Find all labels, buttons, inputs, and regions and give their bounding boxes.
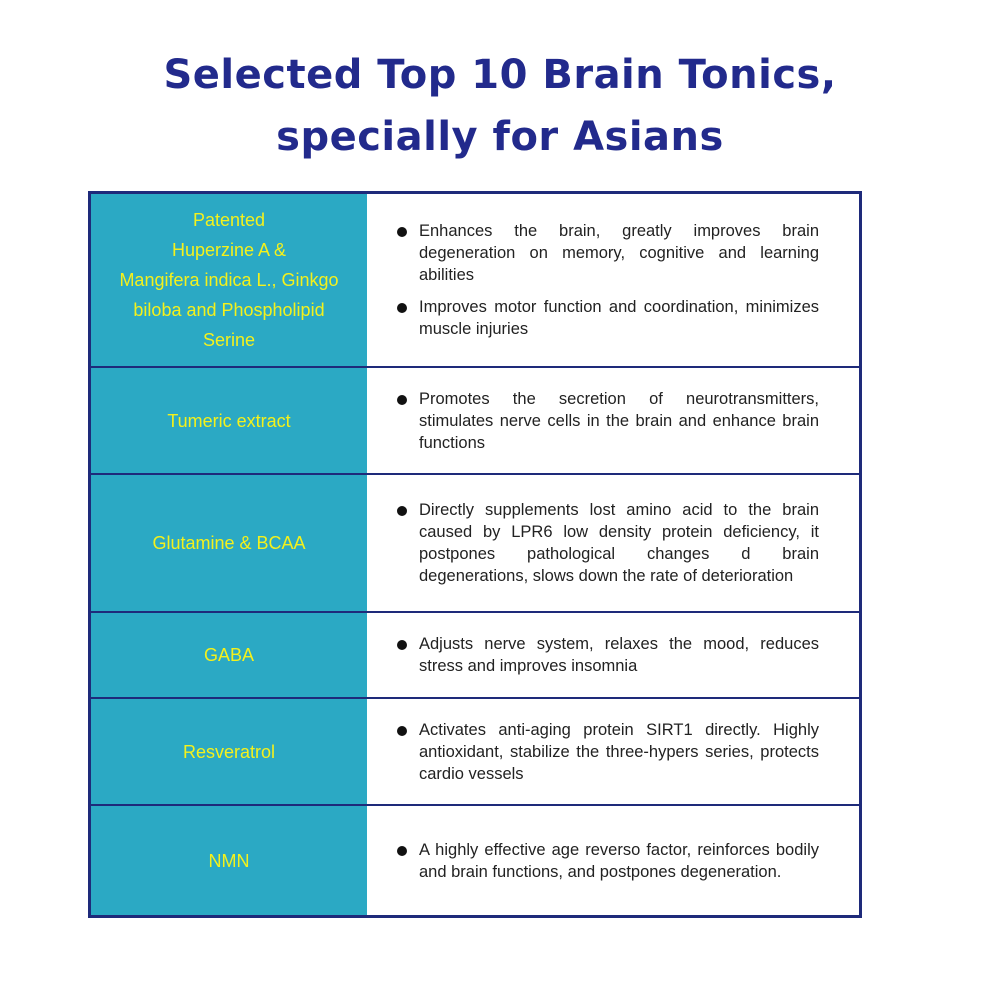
table-row [91, 194, 859, 368]
benefit-item [397, 633, 819, 677]
benefits-cell [367, 368, 859, 473]
benefit-item [397, 388, 819, 454]
table-row [91, 613, 859, 699]
benefits-cell [367, 194, 859, 366]
ingredient-name: Tumeric extract [91, 368, 367, 473]
bullet-icon [397, 726, 407, 736]
benefits-cell [367, 806, 859, 915]
table-row [91, 475, 859, 613]
benefit-item [397, 499, 819, 587]
title-line-1: Selected Top 10 Brain Tonics, [163, 52, 837, 98]
benefit-text: Adjusts nerve system, relaxes the mood, reduces stress and improves insomnia [419, 635, 819, 675]
ingredient-name: NMN [91, 806, 367, 915]
benefit-text: Promotes the secretion of neurotransmitters, stimulates nerve cells in the brain and enhance brain functions [419, 389, 819, 452]
benefit-text: Activates anti-aging protein SIRT1 directly. Highly antioxidant, stabilize the three-hypers series, protects cardio vessels [419, 720, 819, 783]
bullet-icon [397, 303, 407, 313]
benefit-item [397, 839, 819, 883]
bullet-icon [397, 227, 407, 237]
bullet-icon [397, 640, 407, 650]
page-title [0, 44, 1000, 168]
benefits-cell [367, 699, 859, 804]
bullet-icon [397, 506, 407, 516]
benefit-text: A highly effective age reverso factor, reinforces bodily and brain functions, and postpones degeneration. [419, 840, 819, 881]
ingredients-table [88, 191, 862, 918]
table-row [91, 699, 859, 806]
benefit-text: Enhances the brain, greatly improves brain degeneration on memory, cognitive and learning abilities [419, 222, 819, 284]
table-row [91, 806, 859, 915]
benefit-text: Improves motor function and coordination, minimizes muscle injuries [419, 298, 819, 338]
bullet-icon [397, 846, 407, 856]
ingredient-name: Glutamine & BCAA [91, 475, 367, 611]
ingredient-name: GABA [91, 613, 367, 697]
title-line-2: specially for Asians [276, 114, 724, 160]
ingredient-name: Patented Huperzine A & Mangifera indica L., Ginkgo biloba and Phospholipid Serine [91, 194, 367, 366]
ingredient-name: Resveratrol [91, 699, 367, 804]
benefit-item [397, 719, 819, 785]
bullet-icon [397, 395, 407, 405]
benefit-item [397, 220, 819, 286]
benefits-cell [367, 475, 859, 611]
table-row [91, 368, 859, 475]
benefit-item [397, 296, 819, 340]
benefits-cell [367, 613, 859, 697]
benefit-text: Directly supplements lost amino acid to the brain caused by LPR6 low density protein deficiency, it postpones pathological changes d brain degenerations, slows down the rate of deterioration [419, 501, 819, 585]
